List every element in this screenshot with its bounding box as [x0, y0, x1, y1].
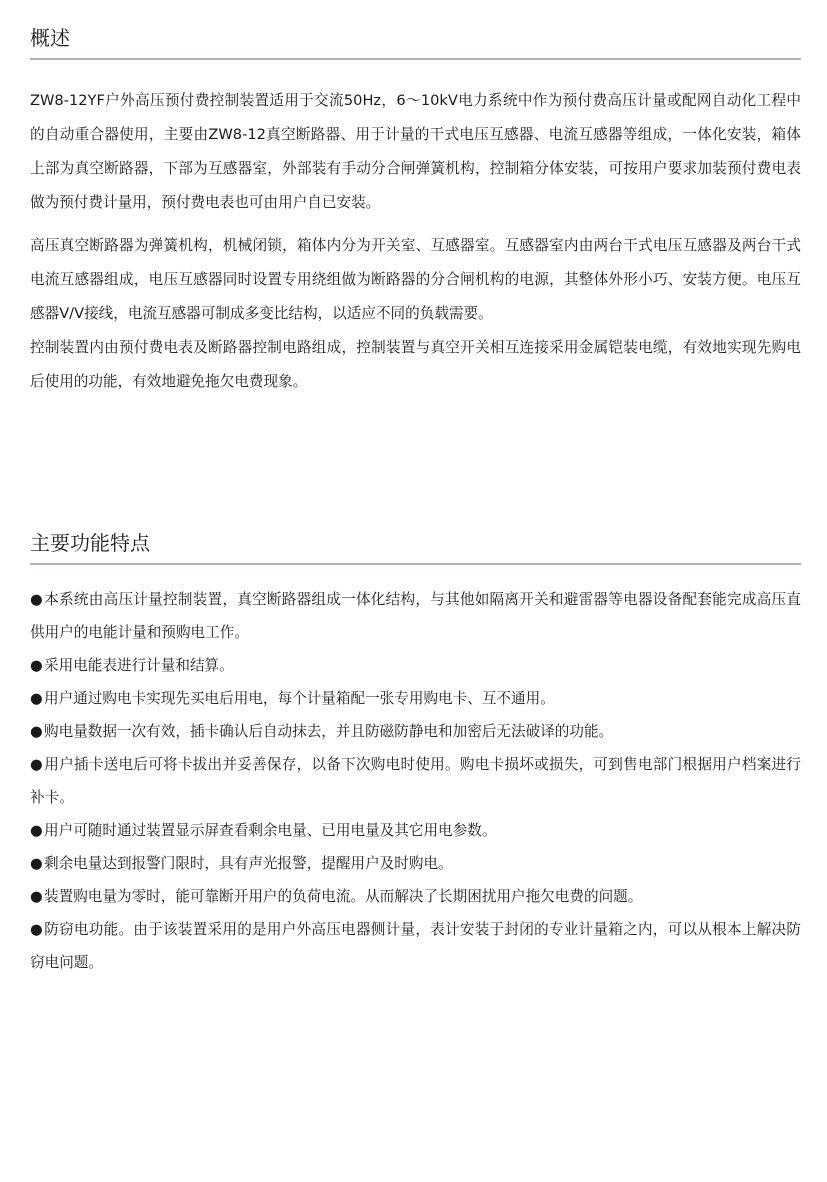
bullet-icon: ● [30, 723, 43, 740]
feature-item [30, 715, 801, 748]
feature-item [30, 814, 801, 847]
feature-item [30, 913, 801, 979]
bullet-icon: ● [30, 690, 43, 707]
features-title: 主要功能特点 [30, 531, 150, 555]
feature-text: 用户可随时通过装置显示屏查看剩余电量、已用电量及其它用电参数。 [44, 822, 497, 839]
feature-item [30, 748, 801, 814]
overview-paragraph-2: 高压真空断路器为弹簧机构，机械闭锁，箱体内分为开关室、互感器室。互感器室内由两台干式电压互感器及两台干式电流互感器组成，电压互感器同时设置专用绕组做为断路器的分合闸机构的电源，其整体外形小巧、安装方便。电压互感器V/V接线，电流互感器可制成多变比结构，以适应不同的负载需要。 [30, 237, 801, 322]
feature-text: 购电量数据一次有效，插卡确认后自动抹去，并且防磁防静电和加密后无法破译的功能。 [44, 723, 614, 740]
overview-divider [30, 58, 801, 60]
bullet-icon: ● [30, 756, 43, 773]
bullet-icon: ● [30, 657, 43, 674]
feature-text: 剩余电量达到报警门限时，具有声光报警，提醒用户及时购电。 [44, 855, 453, 872]
overview-paragraph-3: 控制装置内由预付费电表及断路器控制电路组成，控制装置与真空开关相互连接采用金属铠装电缆，有效地实现先购电后使用的功能，有效地避免拖欠电费现象。 [30, 339, 801, 390]
features-divider [30, 563, 801, 565]
feature-item [30, 682, 801, 715]
feature-item [30, 880, 801, 913]
feature-item [30, 847, 801, 880]
bullet-icon: ● [30, 591, 43, 608]
feature-text: 用户通过购电卡实现先买电后用电，每个计量箱配一张专用购电卡、互不通用。 [44, 690, 555, 707]
overview-title: 概述 [30, 26, 70, 50]
feature-text: 用户插卡送电后可将卡拔出并妥善保存，以备下次购电时使用。购电卡损坏或损失，可到售电部门根据用户档案进行补卡。 [30, 756, 801, 806]
feature-text: 装置购电量为零时，能可靠断开用户的负荷电流。从而解决了长期困扰用户拖欠电费的问题。 [44, 888, 643, 905]
feature-item [30, 649, 801, 682]
feature-text: 防窃电功能。由于该装置采用的是用户外高压电器侧计量，表计安装于封闭的专业计量箱之内，可以从根本上解决防窃电问题。 [30, 921, 801, 971]
feature-item [30, 583, 801, 649]
bullet-icon: ● [30, 855, 43, 872]
feature-text: 采用电能表进行计量和结算。 [44, 657, 234, 674]
features-list [30, 583, 801, 979]
feature-text: 本系统由高压计量控制装置，真空断路器组成一体化结构，与其他如隔离开关和避雷器等电器设备配套能完成高压直供用户的电能计量和预购电工作。 [30, 591, 801, 641]
bullet-icon: ● [30, 822, 43, 839]
overview-paragraph-1: ZW8-12YF户外高压预付费控制装置适用于交流50Hz，6～10kV电力系统中作为预付费高压计量或配网自动化工程中的自动重合器使用，主要由ZW8-12真空断路器、用于计量的干式电压互感器、电流互感器等组成，一体化安装，箱体上部为真空断路器，下部为互感器室，外部装有手动分合闸弹簧机构，控制箱分体安装，可按用户要求加装预付费电表做为预付费计量用，预付费电表也可由用户自已安装。 [30, 92, 801, 211]
bullet-icon: ● [30, 921, 43, 938]
bullet-icon: ● [30, 888, 43, 905]
